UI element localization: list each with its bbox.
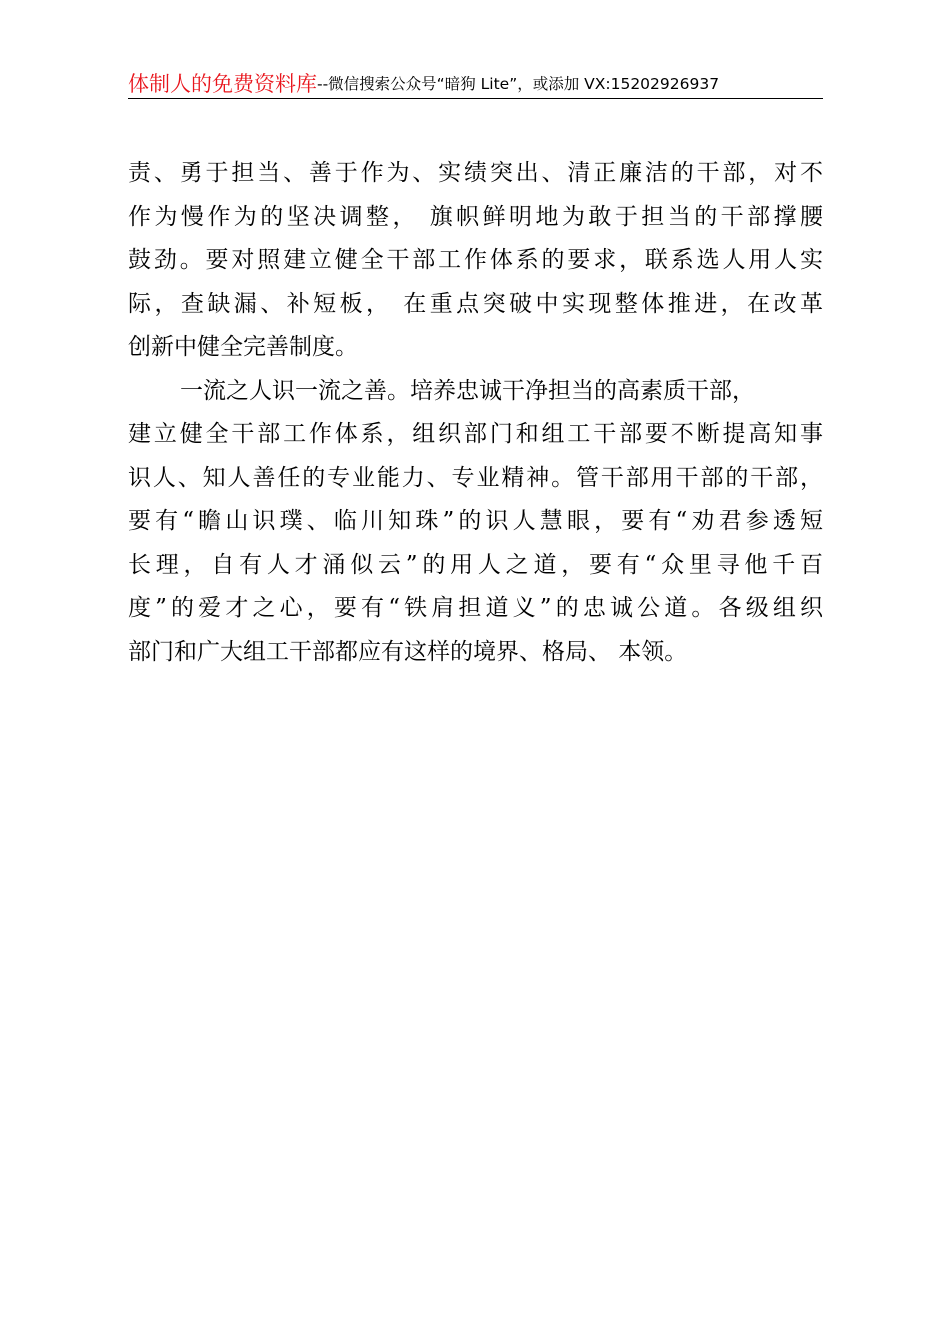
text-line: 建立健全干部工作体系，组织部门和组工干部要不断提高知事: [128, 421, 823, 447]
text-line: 一流之人识一流之善。培养忠诚干净担当的高素质干部，: [180, 377, 755, 404]
text-line: 责、勇于担当、善于作为、实绩突出、清正廉洁的干部，对不: [128, 160, 823, 186]
text-line: 要有“瞻山识璞、临川知珠”的识人慧眼，要有“劝君参透短: [128, 508, 823, 534]
page-header: [128, 70, 823, 99]
header-brand: 体制人的免费资料库: [128, 72, 317, 96]
text-line: 作为慢作为的坚决调整， 旗帜鲜明地为敢于担当的干部撑腰: [128, 203, 823, 230]
document-body: [128, 152, 823, 674]
text-line: 创新中健全完善制度。: [128, 334, 358, 360]
text-line: 鼓劲。要对照建立健全干部工作体系的要求，联系选人用人实: [128, 247, 823, 273]
text-line: 识人、知人善任的专业能力、专业精神。管干部用干部的干部，: [128, 464, 823, 491]
text-line: 度”的爱才之心，要有“铁肩担道义”的忠诚公道。各级组织: [128, 595, 823, 621]
text-line: 长理，自有人才涌似云”的用人之道，要有“众里寻他千百: [128, 551, 823, 578]
paragraph-2: [128, 370, 823, 675]
header-note: --微信搜索公众号“暗狗 Lite”，或添加 VX:15202926937: [317, 75, 720, 93]
paragraph-1: [128, 152, 823, 370]
text-line: 部门和广大组工干部都应有这样的境界、格局、 本领。: [128, 638, 688, 665]
text-line: 际，查缺漏、补短板， 在重点突破中实现整体推进，在改革: [128, 290, 823, 317]
